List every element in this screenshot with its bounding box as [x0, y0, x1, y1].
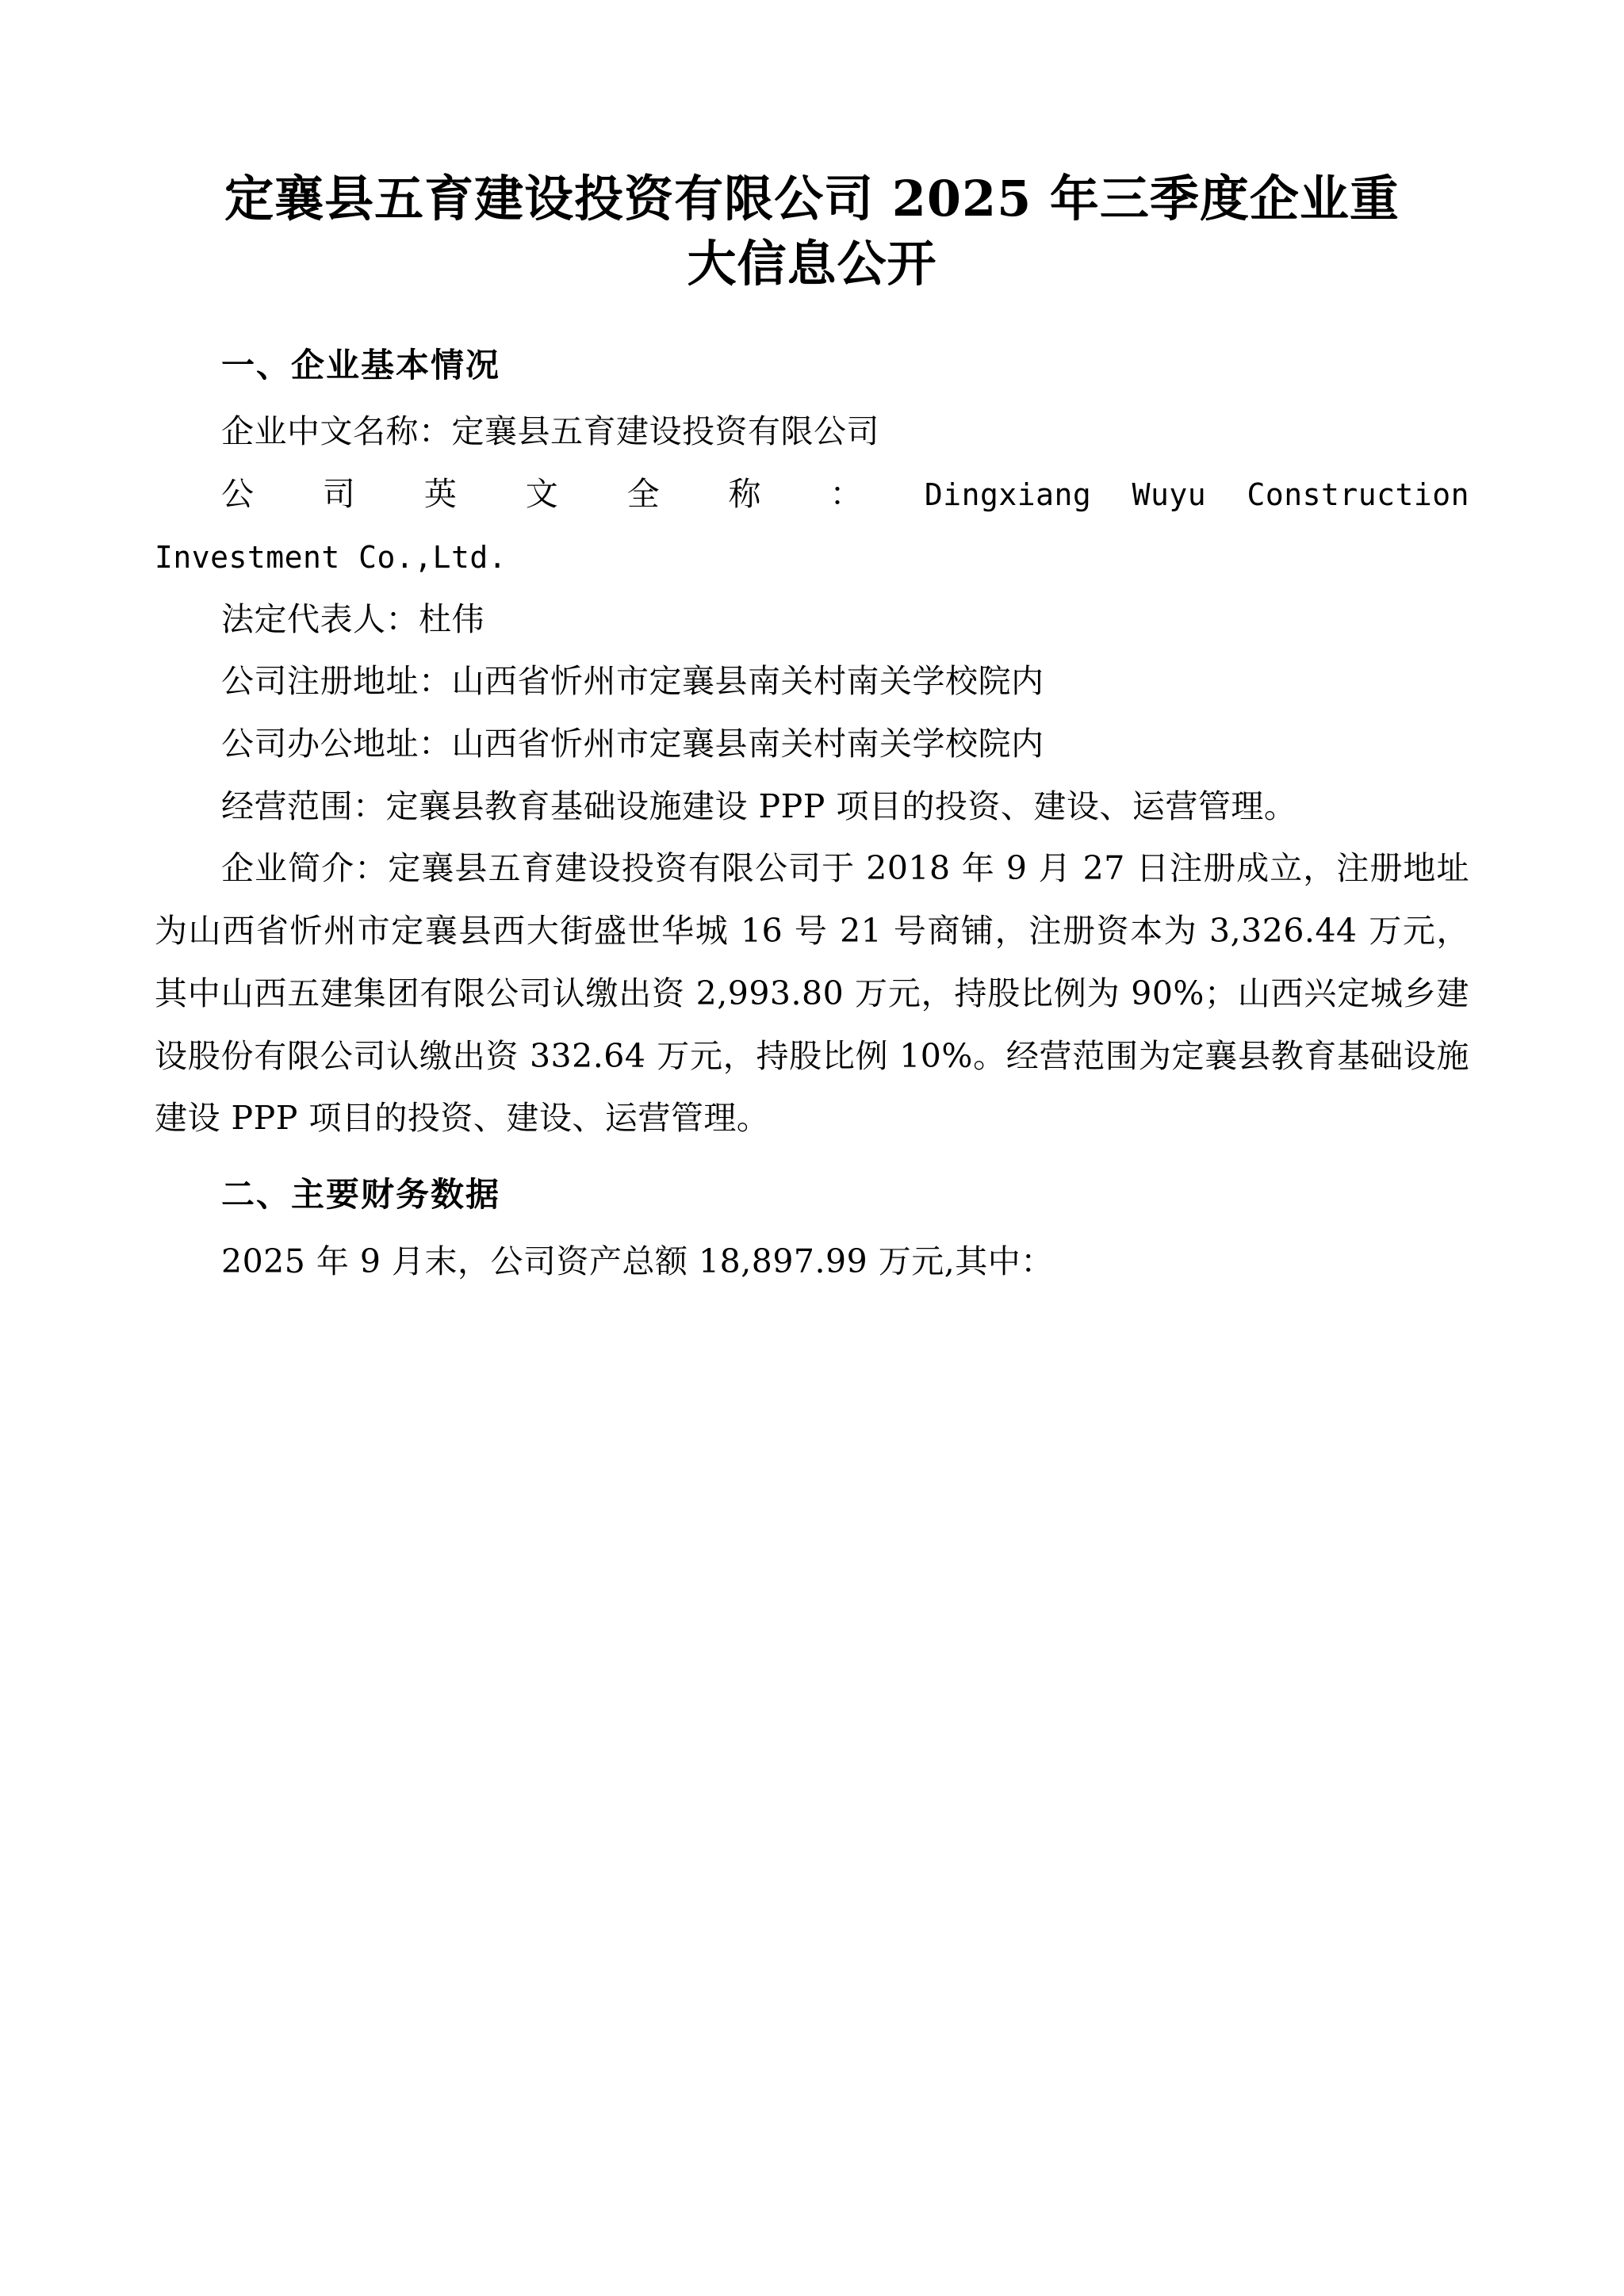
- field-office-address: 公司办公地址：山西省忻州市定襄县南关村南关学校院内: [221, 724, 1044, 763]
- field-company-english-name: [155, 463, 1469, 526]
- field-company-chinese-name: 企业中文名称：定襄县五育建设投资有限公司: [221, 412, 879, 451]
- field-company-english-name-value-line2: Investment Co.,Ltd.: [155, 539, 508, 575]
- field-legal-representative: 法定代表人：杜伟: [221, 599, 485, 638]
- field-registered-address: 公司注册地址：山西省忻州市定襄县南关村南关学校院内: [221, 662, 1044, 701]
- field-company-english-name-cont: [155, 526, 1469, 588]
- field-company-english-name-label: 公 司 英 文 全 称 ：: [221, 475, 892, 514]
- financial-summary-line: 2025 年 9 月末，公司资产总额 18,897.99 万元,其中：: [221, 1242, 1054, 1280]
- page-title: 定襄县五育建设投资有限公司 2025 年三季度企业重大信息公开: [224, 170, 1400, 293]
- field-company-profile: 企业简介：定襄县五育建设投资有限公司于 2018 年 9 月 27 日注册成立，注册地址为山西省忻州市定襄县西大街盛世华城 16 号 21 号商铺，注册资本为 3,326.44 万元，其中山西五建集团有限公司认缴出资 2,993.80 万元，持股比例为 90%；山西兴定城乡建设股份有限公司认缴出资 332.64 万元，持股比例 10%。经营范围为定襄县教育基础设施建设 PPP 项目的投资、建设、运营管理。: [155, 849, 1469, 1138]
- section-heading-financial-data: 二、主要财务数据: [221, 1174, 501, 1214]
- section-heading-basic-info: 一、企业基本情况: [221, 345, 501, 385]
- field-company-english-name-value-line1: Dingxiang Wuyu Construction: [924, 477, 1469, 513]
- field-business-scope: 经营范围：定襄县教育基础设施建设 PPP 项目的投资、建设、运营管理。: [221, 786, 1297, 825]
